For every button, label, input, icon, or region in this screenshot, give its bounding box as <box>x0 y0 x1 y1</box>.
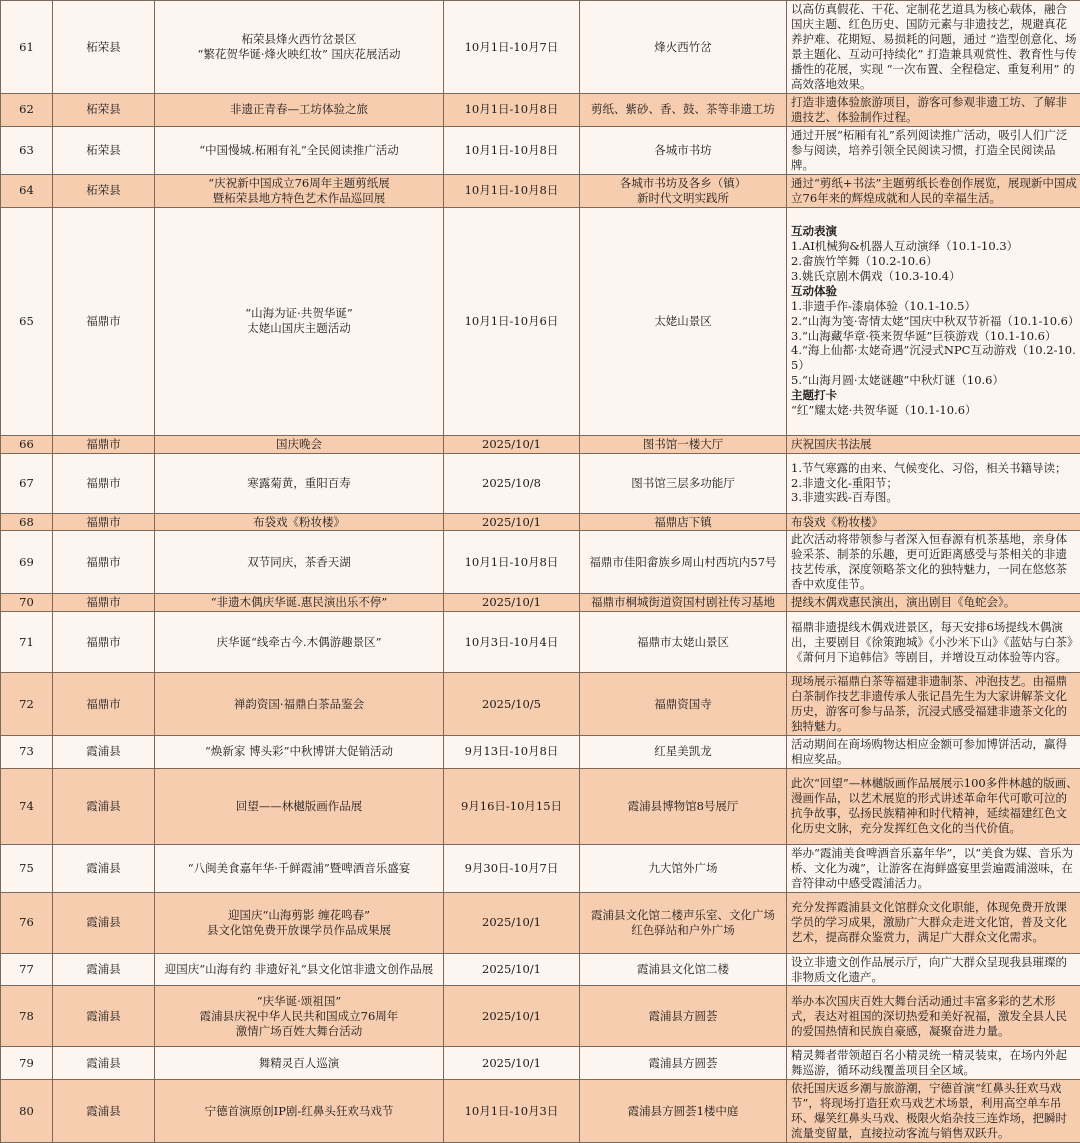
table-row <box>1 892 1080 953</box>
event-description-cell <box>787 612 1080 673</box>
event-name-cell-line: 暨柘荣县地方特色艺术作品巡回展 <box>158 191 440 206</box>
event-name-cell-line: “山海为证·共贺华诞” <box>158 306 440 321</box>
event-venue-cell-line: 霞浦县方圆荟1楼中庭 <box>583 1104 783 1119</box>
event-description-cell <box>787 126 1080 174</box>
event-date-cell: 2025/10/1 <box>444 986 580 1047</box>
event-name-cell-line: “八闽美食嘉年华·千鲜霞浦”暨啤酒音乐盛宴 <box>158 861 440 876</box>
event-name-cell-line: 太姥山国庆主题活动 <box>158 321 440 336</box>
event-name-cell-line: 激情广场百姓大舞台活动 <box>158 1024 440 1039</box>
table-row <box>1 1080 1080 1143</box>
event-venue-cell-line: 福鼎市太姥山景区 <box>583 635 783 650</box>
event-venue-cell-line: 各城市书坊及各乡（镇） <box>583 176 783 191</box>
event-venue-cell-line: 霞浦县文化馆二楼 <box>583 962 783 977</box>
event-venue-cell-line: 图书馆三层多功能厅 <box>583 476 783 491</box>
row-number: 74 <box>1 768 53 844</box>
event-description-cell <box>787 844 1080 892</box>
event-description-cell <box>787 768 1080 844</box>
event-venue-cell <box>580 174 787 207</box>
description-text: 打造非遗体验旅游项目，游客可参观非遗工坊、了解非遗技艺、体验制作过程。 <box>791 95 1078 125</box>
event-venue-cell <box>580 594 787 612</box>
event-venue-cell-line: 红色驿站和户外广场 <box>583 923 783 938</box>
event-venue-cell-line: 各城市书坊 <box>583 143 783 158</box>
event-name-cell <box>155 94 444 127</box>
row-number: 78 <box>1 986 53 1047</box>
event-date-cell: 2025/10/1 <box>444 435 580 453</box>
county-cell: 霞浦县 <box>53 953 155 986</box>
event-name-cell <box>155 892 444 953</box>
event-description-cell <box>787 94 1080 127</box>
event-venue-cell-line: 图书馆一楼大厅 <box>583 437 783 452</box>
event-date-cell: 10月1日-10月3日 <box>444 1080 580 1143</box>
table-row <box>1 953 1080 986</box>
row-number: 76 <box>1 892 53 953</box>
event-date-cell: 10月1日-10月8日 <box>444 531 580 594</box>
event-name-cell-line: 庆华诞“线牵古今.木偶游趣景区” <box>158 635 440 650</box>
description-text: 此次“回望”—林樾版画作品展展示100多件林越的版画、漫画作品，以艺术展览的形式讲述革命年代可歌可泣的抗争故事，弘扬民族精神和时代精神，延续福建红色文化历史文脉，充分发挥红色文化的当代价值。 <box>791 776 1078 836</box>
event-name-cell <box>155 768 444 844</box>
description-text: 举办“霞浦美食啤酒音乐嘉年华”，以“美食为媒、音乐为桥、文化为魂”，让游客在海鲜盛宴里尝遍霞浦滋味，在音符律动中感受霞浦活力。 <box>791 846 1078 891</box>
event-name-cell-line: “繁花贺华诞·烽火映红妆” 国庆花展活动 <box>158 47 440 62</box>
event-name-cell-line: 迎国庆“山海剪影 缠花鸣春” <box>158 908 440 923</box>
event-name-cell <box>155 844 444 892</box>
event-name-cell-line: 双节同庆，茶香天湖 <box>158 555 440 570</box>
event-venue-cell <box>580 953 787 986</box>
description-text: 2.畲族竹竿舞（10.2-10.6） <box>791 254 1078 269</box>
row-number: 80 <box>1 1080 53 1143</box>
county-cell: 柘荣县 <box>53 126 155 174</box>
description-heading: 互动表演 <box>791 224 1078 239</box>
event-date-cell: 10月1日-10月8日 <box>444 126 580 174</box>
county-cell: 福鼎市 <box>53 435 155 453</box>
county-cell: 福鼎市 <box>53 453 155 513</box>
description-text: 现场展示福鼎白茶等福建非遗制茶、冲泡技艺。由福鼎白茶制作技艺非遗传承人张记昌先生为大家讲解茶文化历史，游客可参与品茶，沉浸式感受福建非遗茶文化的独特魅力。 <box>791 674 1078 734</box>
event-venue-cell-line: 新时代文明实践所 <box>583 191 783 206</box>
event-date-cell: 2025/10/8 <box>444 453 580 513</box>
row-number: 67 <box>1 453 53 513</box>
row-number: 61 <box>1 1 53 94</box>
table-row <box>1 594 1080 612</box>
event-date-cell: 9月30日-10月7日 <box>444 844 580 892</box>
event-date-cell: 2025/10/5 <box>444 673 580 736</box>
event-date-cell: 2025/10/1 <box>444 892 580 953</box>
event-name-cell <box>155 735 444 768</box>
table-row <box>1 207 1080 435</box>
event-name-cell <box>155 531 444 594</box>
table-row <box>1 735 1080 768</box>
description-heading: 互动体验 <box>791 284 1078 299</box>
event-name-cell-line: 县文化馆免费开放课学员作品成果展 <box>158 923 440 938</box>
description-text: 此次活动将带领参与者深入恒春源有机茶基地，亲身体验采茶、制茶的乐趣，更可近距离感受与茶相关的非遗技艺传承，深度领略茶文化的独特魅力，一同在悠悠茶香中欢度佳节。 <box>791 532 1078 592</box>
event-description-cell <box>787 174 1080 207</box>
table-row <box>1 612 1080 673</box>
event-name-cell-line: 布袋戏《粉妆楼》 <box>158 515 440 530</box>
event-name-cell-line: “庆华诞·颂祖国” <box>158 994 440 1009</box>
county-cell: 霞浦县 <box>53 735 155 768</box>
row-number: 63 <box>1 126 53 174</box>
event-name-cell <box>155 953 444 986</box>
description-text: 充分发挥霞浦县文化馆群众文化职能，体现免费开放课学员的学习成果，激励广大群众走进文化馆，普及文化艺术，提高群众鉴赏力，满足广大群众文化需求。 <box>791 900 1078 945</box>
row-number: 66 <box>1 435 53 453</box>
description-text: 4.“海上仙都·太姥奇遇”沉浸式NPC互动游戏（10.2-10.5） <box>791 343 1078 373</box>
event-venue-cell <box>580 435 787 453</box>
description-text: 1.非遗手作-漆扇体验（10.1-10.5） <box>791 299 1078 314</box>
event-venue-cell <box>580 844 787 892</box>
event-venue-cell-line: 福鼎市佳阳畲族乡周山村西坑内57号 <box>583 555 783 570</box>
event-date-cell: 9月16日-10月15日 <box>444 768 580 844</box>
table-row <box>1 768 1080 844</box>
event-description-cell <box>787 1080 1080 1143</box>
event-description-cell <box>787 594 1080 612</box>
event-venue-cell-line: 霞浦县博物馆8号展厅 <box>583 799 783 814</box>
county-cell: 霞浦县 <box>53 986 155 1047</box>
event-venue-cell-line: 福鼎资国寺 <box>583 697 783 712</box>
table-row <box>1 986 1080 1047</box>
county-cell: 福鼎市 <box>53 673 155 736</box>
event-venue-cell <box>580 207 787 435</box>
table-row <box>1 1047 1080 1080</box>
event-description-cell <box>787 986 1080 1047</box>
event-name-cell <box>155 612 444 673</box>
event-description-cell <box>787 673 1080 736</box>
event-description-cell <box>787 453 1080 513</box>
event-venue-cell <box>580 1080 787 1143</box>
row-number: 62 <box>1 94 53 127</box>
table-row <box>1 1 1080 94</box>
event-name-cell-line: 迎国庆“山海有约 非遗好礼”县文化馆非遗文创作品展 <box>158 962 440 977</box>
event-venue-cell <box>580 986 787 1047</box>
row-number: 73 <box>1 735 53 768</box>
table-row <box>1 673 1080 736</box>
event-name-cell-line: 霞浦县庆祝中华人民共和国成立76周年 <box>158 1009 440 1024</box>
table-row <box>1 94 1080 127</box>
event-name-cell-line: “非遗木偶庆华诞.惠民演出乐不停” <box>158 595 440 610</box>
event-name-cell-line: 舞精灵百人巡演 <box>158 1056 440 1071</box>
description-heading: 主题打卡 <box>791 388 1078 403</box>
event-venue-cell-line: 霞浦县文化馆二楼声乐室、文化广场 <box>583 908 783 923</box>
row-number: 70 <box>1 594 53 612</box>
row-number: 72 <box>1 673 53 736</box>
event-date-cell: 2025/10/1 <box>444 513 580 531</box>
table-row <box>1 126 1080 174</box>
table-row <box>1 513 1080 531</box>
row-number: 77 <box>1 953 53 986</box>
table-row <box>1 435 1080 453</box>
event-name-cell <box>155 1 444 94</box>
description-text: 提线木偶戏惠民演出，演出剧目《龟蛇会》。 <box>791 595 1078 610</box>
event-venue-cell <box>580 531 787 594</box>
event-date-cell: 10月1日-10月8日 <box>444 174 580 207</box>
event-venue-cell-line: 九大馆外广场 <box>583 861 783 876</box>
event-description-cell <box>787 531 1080 594</box>
event-description-cell <box>787 207 1080 435</box>
event-name-cell-line: 柘荣县烽火西竹岔景区 <box>158 32 440 47</box>
event-description-cell <box>787 513 1080 531</box>
event-date-cell: 10月1日-10月6日 <box>444 207 580 435</box>
description-text: 精灵舞者带领超百名小精灵统一精灵装束，在场内外起舞巡游，循环动线覆盖项目全区域。 <box>791 1048 1078 1078</box>
event-description-cell <box>787 892 1080 953</box>
description-text: “红”耀太姥·共贺华诞（10.1-10.6） <box>791 403 1078 418</box>
event-venue-cell-line: 红星美凯龙 <box>583 744 783 759</box>
event-venue-cell <box>580 1047 787 1080</box>
event-venue-cell <box>580 768 787 844</box>
event-venue-cell <box>580 513 787 531</box>
row-number: 75 <box>1 844 53 892</box>
event-name-cell-line: 寒露菊黄，重阳百寿 <box>158 476 440 491</box>
table-row <box>1 531 1080 594</box>
event-description-cell <box>787 735 1080 768</box>
description-text: 设立非遗文创作品展示厅，向广大群众呈现我县璀璨的非物质文化遗产。 <box>791 955 1078 985</box>
event-name-cell-line: 宁德首演原创IP剧-红鼻头狂欢马戏节 <box>158 1104 440 1119</box>
event-name-cell <box>155 594 444 612</box>
description-text: 3.“山海藏华章·筷来贺华诞”巨筷游戏（10.1-10.6） <box>791 329 1078 344</box>
event-name-cell-line: 禅韵资国·福鼎白茶品鉴会 <box>158 697 440 712</box>
description-text: 通过“剪纸+书法”主题剪纸长卷创作展览，展现新中国成立76年来的辉煌成就和人民的幸福生活。 <box>791 176 1078 206</box>
event-date-cell: 2025/10/1 <box>444 594 580 612</box>
county-cell: 柘荣县 <box>53 94 155 127</box>
description-text: 2.“山海为笺·寄情太姥”国庆中秋双节祈福（10.1-10.6） <box>791 314 1078 329</box>
event-name-cell-line: 回望——林樾版画作品展 <box>158 799 440 814</box>
row-number: 71 <box>1 612 53 673</box>
event-name-cell-line: 非遗正青春—工坊体验之旅 <box>158 102 440 117</box>
event-venue-cell-line: 福鼎店下镇 <box>583 515 783 530</box>
event-name-cell <box>155 1080 444 1143</box>
event-name-cell <box>155 513 444 531</box>
county-cell: 霞浦县 <box>53 768 155 844</box>
county-cell: 福鼎市 <box>53 531 155 594</box>
county-cell: 柘荣县 <box>53 174 155 207</box>
description-text: 通过开展“柘厢有礼”系列阅读推广活动，吸引人们广泛参与阅读，培养引领全民阅读习惯，打造全民阅读品牌。 <box>791 128 1078 173</box>
row-number: 65 <box>1 207 53 435</box>
event-name-cell <box>155 174 444 207</box>
table-row <box>1 174 1080 207</box>
event-name-cell <box>155 435 444 453</box>
event-name-cell-line: “焕新家 博头彩”中秋博饼大促销活动 <box>158 744 440 759</box>
event-date-cell: 9月13日-10月8日 <box>444 735 580 768</box>
table-row <box>1 844 1080 892</box>
description-text: 举办本次国庆百姓大舞台活动通过丰富多彩的艺术形式，表达对祖国的深切热爱和美好祝福，激发全县人民的爱国热情和民族自豪感，凝聚奋进力量。 <box>791 994 1078 1039</box>
description-text: 活动期间在商场购物达相应金额可参加博饼活动，赢得相应奖品。 <box>791 737 1078 767</box>
description-text: 庆祝国庆书法展 <box>791 437 1078 452</box>
county-cell: 柘荣县 <box>53 1 155 94</box>
event-venue-cell-line: 福鼎市桐城街道资国村剧社传习基地 <box>583 595 783 610</box>
description-text: 布袋戏《粉妆楼》 <box>791 515 1078 530</box>
description-text: 依托国庆返乡潮与旅游潮，宁德首演“红鼻头狂欢马戏节”，将现场打造狂欢马戏艺术场景，利用高空单车吊环、爆笑红鼻头马戏、极限火焰杂技三连炸场，把瞬时流量变留量，直接拉动客流与销售双跃升。 <box>791 1081 1078 1141</box>
table-body <box>1 1 1080 1143</box>
description-text: 福鼎非遗提线木偶戏进景区，每天安排6场提线木偶演出，主要剧目《徐策跑城》《小沙米下山》《蓝姑与白茶》《萧何月下追韩信》等剧目，并增设互动体验等内容。 <box>791 620 1078 665</box>
row-number: 69 <box>1 531 53 594</box>
event-name-cell <box>155 986 444 1047</box>
county-cell: 福鼎市 <box>53 513 155 531</box>
event-date-cell: 10月1日-10月7日 <box>444 1 580 94</box>
event-date-cell: 2025/10/1 <box>444 953 580 986</box>
description-text: 1.节气寒露的由来、气候变化、习俗，相关书籍导读； <box>791 461 1078 476</box>
description-text: 2.非遗文化-重阳节； <box>791 476 1078 491</box>
event-date-cell: 2025/10/1 <box>444 1047 580 1080</box>
county-cell: 福鼎市 <box>53 612 155 673</box>
event-name-cell-line: “中国慢城.柘厢有礼”全民阅读推广活动 <box>158 143 440 158</box>
event-venue-cell-line: 烽火西竹岔 <box>583 40 783 55</box>
event-name-cell <box>155 1047 444 1080</box>
event-description-cell <box>787 1 1080 94</box>
county-cell: 霞浦县 <box>53 844 155 892</box>
event-venue-cell-line: 霞浦县方圆荟 <box>583 1009 783 1024</box>
event-name-cell <box>155 207 444 435</box>
event-venue-cell <box>580 94 787 127</box>
row-number: 64 <box>1 174 53 207</box>
event-description-cell <box>787 435 1080 453</box>
event-venue-cell <box>580 673 787 736</box>
event-name-cell-line: 国庆晚会 <box>158 437 440 452</box>
table-row <box>1 453 1080 513</box>
description-text: 3.非遗实践-百寿图。 <box>791 490 1078 505</box>
event-venue-cell <box>580 892 787 953</box>
description-text: 5.“山海月圆·太姥谜趣”中秋灯谜（10.6） <box>791 373 1078 388</box>
event-venue-cell <box>580 1 787 94</box>
county-cell: 福鼎市 <box>53 207 155 435</box>
event-description-cell <box>787 953 1080 986</box>
row-number: 68 <box>1 513 53 531</box>
county-cell: 霞浦县 <box>53 1080 155 1143</box>
event-venue-cell <box>580 735 787 768</box>
event-venue-cell <box>580 453 787 513</box>
county-cell: 霞浦县 <box>53 892 155 953</box>
event-venue-cell-line: 太姥山景区 <box>583 314 783 329</box>
row-number: 79 <box>1 1047 53 1080</box>
event-name-cell <box>155 126 444 174</box>
description-text: 以高仿真假花、干花、定制花艺道具为核心载体，融合国庆主题、红色历史、国防元素与非遗技艺，规避真花养护难、花期短、易损耗的问题，通过 “造型创意化、场景主题化、互动可持续化” 打造兼具观赏性、教育性与传播性的花展，实现 “一次布置、全程稳定、重复利用” 的高效落地效果。 <box>791 2 1078 92</box>
county-cell: 福鼎市 <box>53 594 155 612</box>
event-venue-cell-line: 剪纸、紫砂、香、鼓、茶等非遗工坊 <box>583 102 783 117</box>
event-venue-cell <box>580 126 787 174</box>
event-description-cell <box>787 1047 1080 1080</box>
event-name-cell <box>155 673 444 736</box>
event-venue-cell-line: 霞浦县方圆荟 <box>583 1056 783 1071</box>
event-name-cell <box>155 453 444 513</box>
description-text: 1.AI机械狗&机器人互动演绎（10.1-10.3） <box>791 239 1078 254</box>
description-text: 3.姚氏京剧木偶戏（10.3-10.4） <box>791 269 1078 284</box>
event-venue-cell <box>580 612 787 673</box>
event-date-cell: 10月3日-10月4日 <box>444 612 580 673</box>
event-name-cell-line: “庆祝新中国成立76周年主题剪纸展 <box>158 176 440 191</box>
event-date-cell: 10月1日-10月8日 <box>444 94 580 127</box>
county-cell: 霞浦县 <box>53 1047 155 1080</box>
